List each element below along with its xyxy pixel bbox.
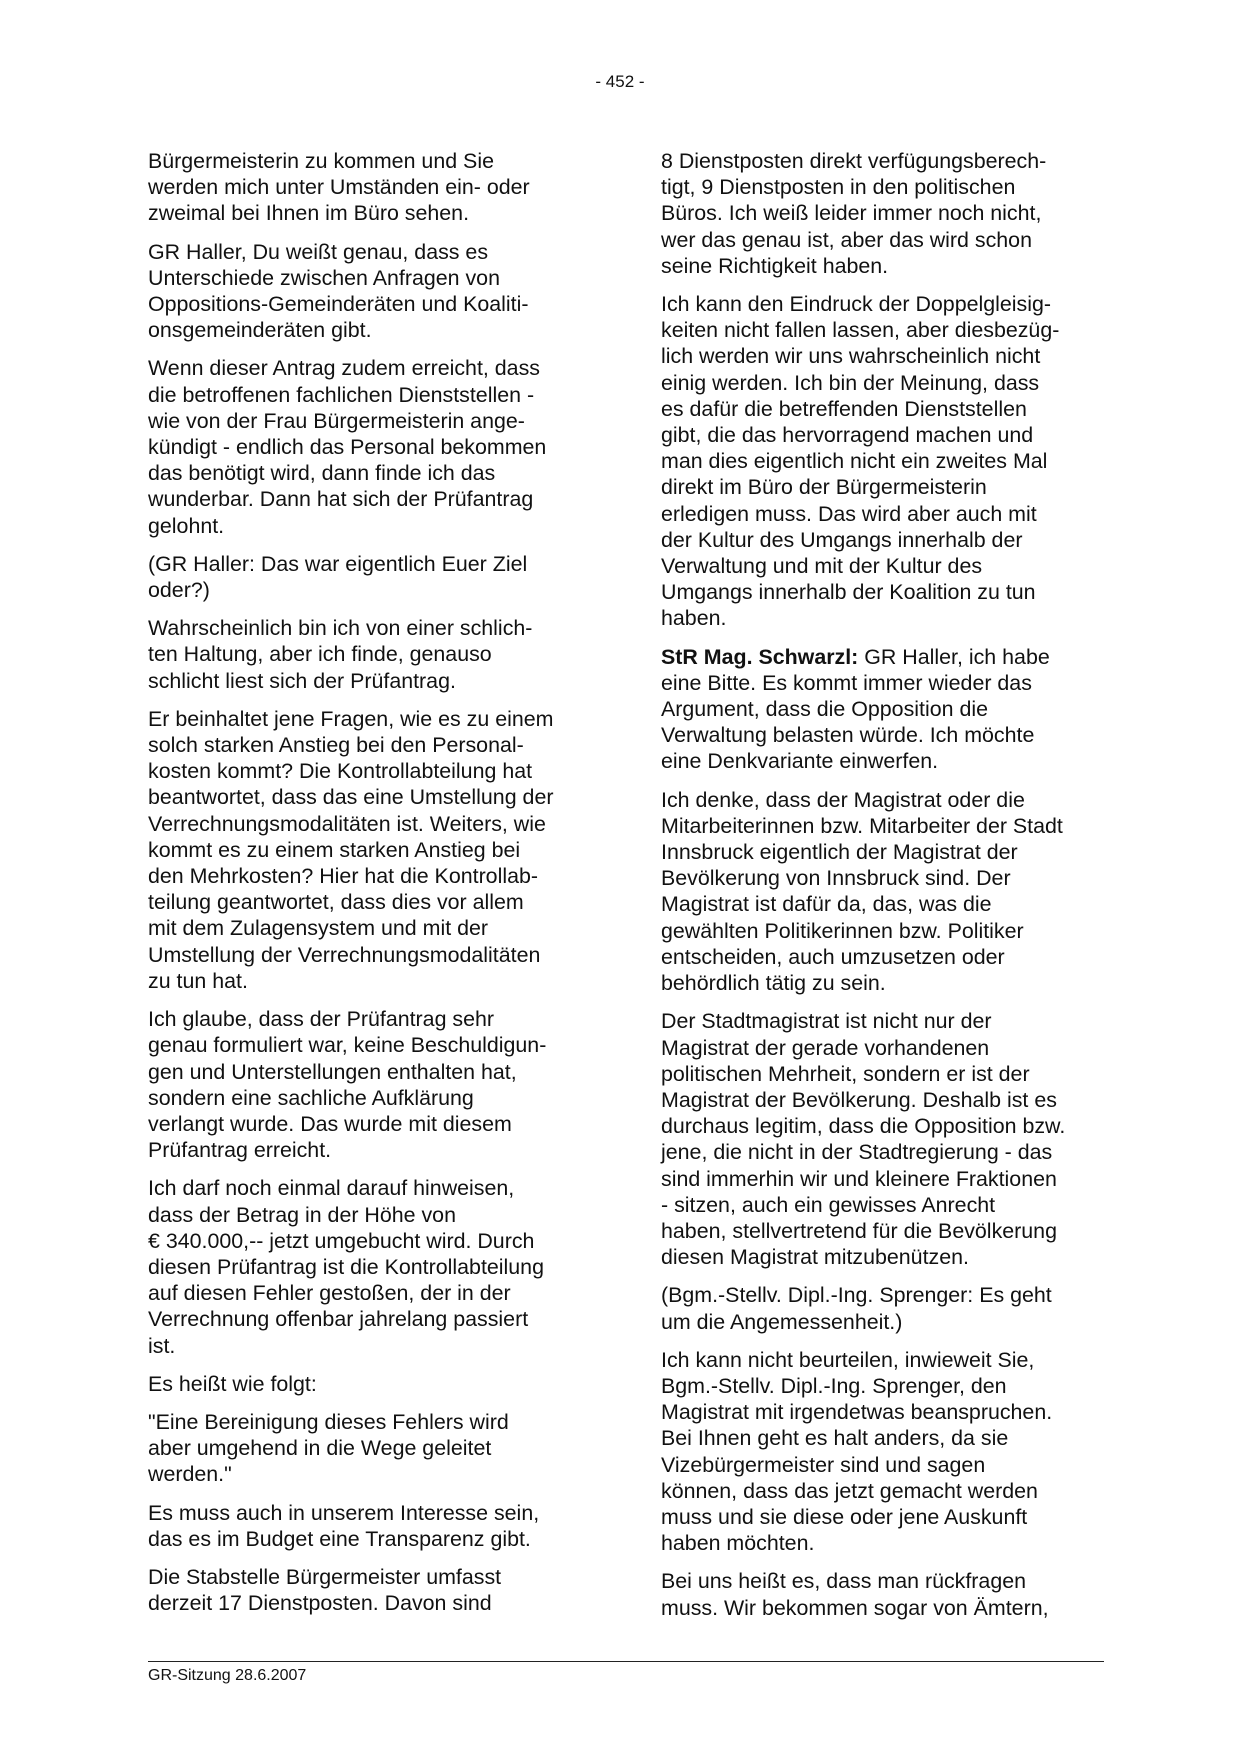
paragraph: Ich kann nicht beurteilen, inwieweit Sie, Bgm.-Stellv. Dipl.-Ing. Sprenger, den Magistrat mit irgendetwas beanspruchen. Bei Ihnen geht es halt anders, da sie Vizebürgermeister sind und sagen können, dass das jetzt gemacht werden muss und sie diese oder jene Auskunft haben möchten. [661,1347,1053,1556]
paragraph: Es heißt wie folgt: [148,1371,317,1396]
left-column [148,148,588,1628]
paragraph: 8 Dienstposten direkt verfügungsberech- tigt, 9 Dienstposten in den politischen Büros. Ich weiß leider immer noch nicht, wer das genau ist, aber das wird schon seine Richtigkeit haben. [661,149,1047,278]
paragraph: Er beinhaltet jene Fragen, wie es zu einem solch starken Anstieg bei den Personal- kosten kommt? Die Kontrollabteilung hat beantwortet, dass das eine Umstellung der Verrechnungsmodalitäten ist. Weiters, wie kommt es zu einem starken Anstieg bei den Mehrkosten? Hier hat die Kontrollab- teilung geantwortet, dass dies vor allem mit dem Zulagensystem und mit der Umstellung der Verrechnungsmodalitäten zu tun hat. [148,706,554,993]
paragraph: Die Stabstelle Bürgermeister umfasst derzeit 17 Dienstposten. Davon sind [148,1564,502,1616]
right-column [661,148,1107,1633]
interjection: (GR Haller: Das war eigentlich Euer Ziel oder?) [148,551,528,603]
speaker-paragraph [661,644,1107,775]
speaker-text: GR Haller, ich habe eine Bitte. Es kommt immer wieder das Argument, dass die Opposition die Verwaltung belasten würde. Ich möchte eine Denkvariante einwerfen. [661,644,1050,774]
paragraph: GR Haller, Du weißt genau, dass es Unterschiede zwischen Anfragen von Oppositions-Gemeinderäten und Koaliti- onsgemeinderäten gibt. [148,239,529,343]
quotation: "Eine Bereinigung dieses Fehlers wird aber umgehend in die Wege geleitet werden." [148,1409,509,1487]
interjection: (Bgm.-Stellv. Dipl.-Ing. Sprenger: Es geht um die Angemessenheit.) [661,1283,1052,1334]
footer-divider [148,1661,1104,1662]
paragraph: Bürgermeisterin zu kommen und Sie werden mich unter Umständen ein- oder zweimal bei Ihnen im Büro sehen. [148,149,530,226]
paragraph: Wenn dieser Antrag zudem erreicht, dass die betroffenen fachlichen Dienststellen - wie von der Frau Bürgermeisterin ange- kündigt - endlich das Personal bekommen das benötigt wird, dann finde ich das wunderbar. Dann hat sich der Prüfantrag gelohnt. [148,356,547,538]
page-number: - 452 - [595,72,645,91]
paragraph: Bei uns heißt es, dass man rückfragen muss. Wir bekommen sogar von Ämtern, [661,1569,1049,1620]
paragraph: Es muss auch in unserem Interesse sein, das es im Budget eine Transparenz gibt. [148,1500,540,1551]
paragraph: Der Stadtmagistrat ist nicht nur der Magistrat der gerade vorhandenen politischen Mehrheit, sondern er ist der Magistrat der Bevölkerung. Deshalb ist es durchaus legitim, dass die Opposition bzw. jene, die nicht in der Stadtregierung - das sind immerhin wir und kleinere Fraktionen - sitzen, auch ein gewisses Anrecht haben, stellvertretend für die Bevölkerung diesen Magistrat mitzubenützen. [661,1009,1066,1270]
paragraph: Ich darf noch einmal darauf hinweisen, dass der Betrag in der Höhe von € 340.000,-- jetzt umgebucht wird. Durch diesen Prüfantrag ist die Kontrollabteilung auf diesen Fehler gestoßen, der in der Verrechnung offenbar jahrelang passiert ist. [148,1176,544,1358]
paragraph: Ich glaube, dass der Prüfantrag sehr genau formuliert war, keine Beschuldigun- gen und Unterstellungen enthalten hat, sondern eine sachliche Aufklärung verlangt wurde. Das wurde mit diesem Prüfantrag erreicht. [148,1007,547,1163]
paragraph: Ich kann den Eindruck der Doppelgleisig- keiten nicht fallen lassen, aber diesbezüg- lich werden wir uns wahrscheinlich nicht einig werden. Ich bin der Meinung, dass es dafür die betreffenden Dienststellen gibt, die das hervorragend machen und man dies eigentlich nicht ein zweites Mal direkt im Büro der Bürgermeisterin erledigen muss. Das wird aber auch mit der Kultur des Umgangs innerhalb der Verwaltung und mit der Kultur des Umgangs innerhalb der Koalition zu tun haben. [661,292,1060,631]
paragraph: Ich denke, dass der Magistrat oder die Mitarbeiterinnen bzw. Mitarbeiter der Stadt Innsbruck eigentlich der Magistrat der Bevölkerung von Innsbruck sind. Der Magistrat ist dafür da, das, was die gewählten Politikerinnen bzw. Politiker entscheiden, auch umzusetzen oder behördlich tätig zu sein. [661,787,1063,996]
speaker-name: StR Mag. Schwarzl: [661,644,859,669]
footer: GR-Sitzung 28.6.2007 [148,1667,307,1684]
paragraph: Wahrscheinlich bin ich von einer schlich- ten Haltung, aber ich finde, genauso schlicht liest sich der Prüfantrag. [148,616,533,693]
